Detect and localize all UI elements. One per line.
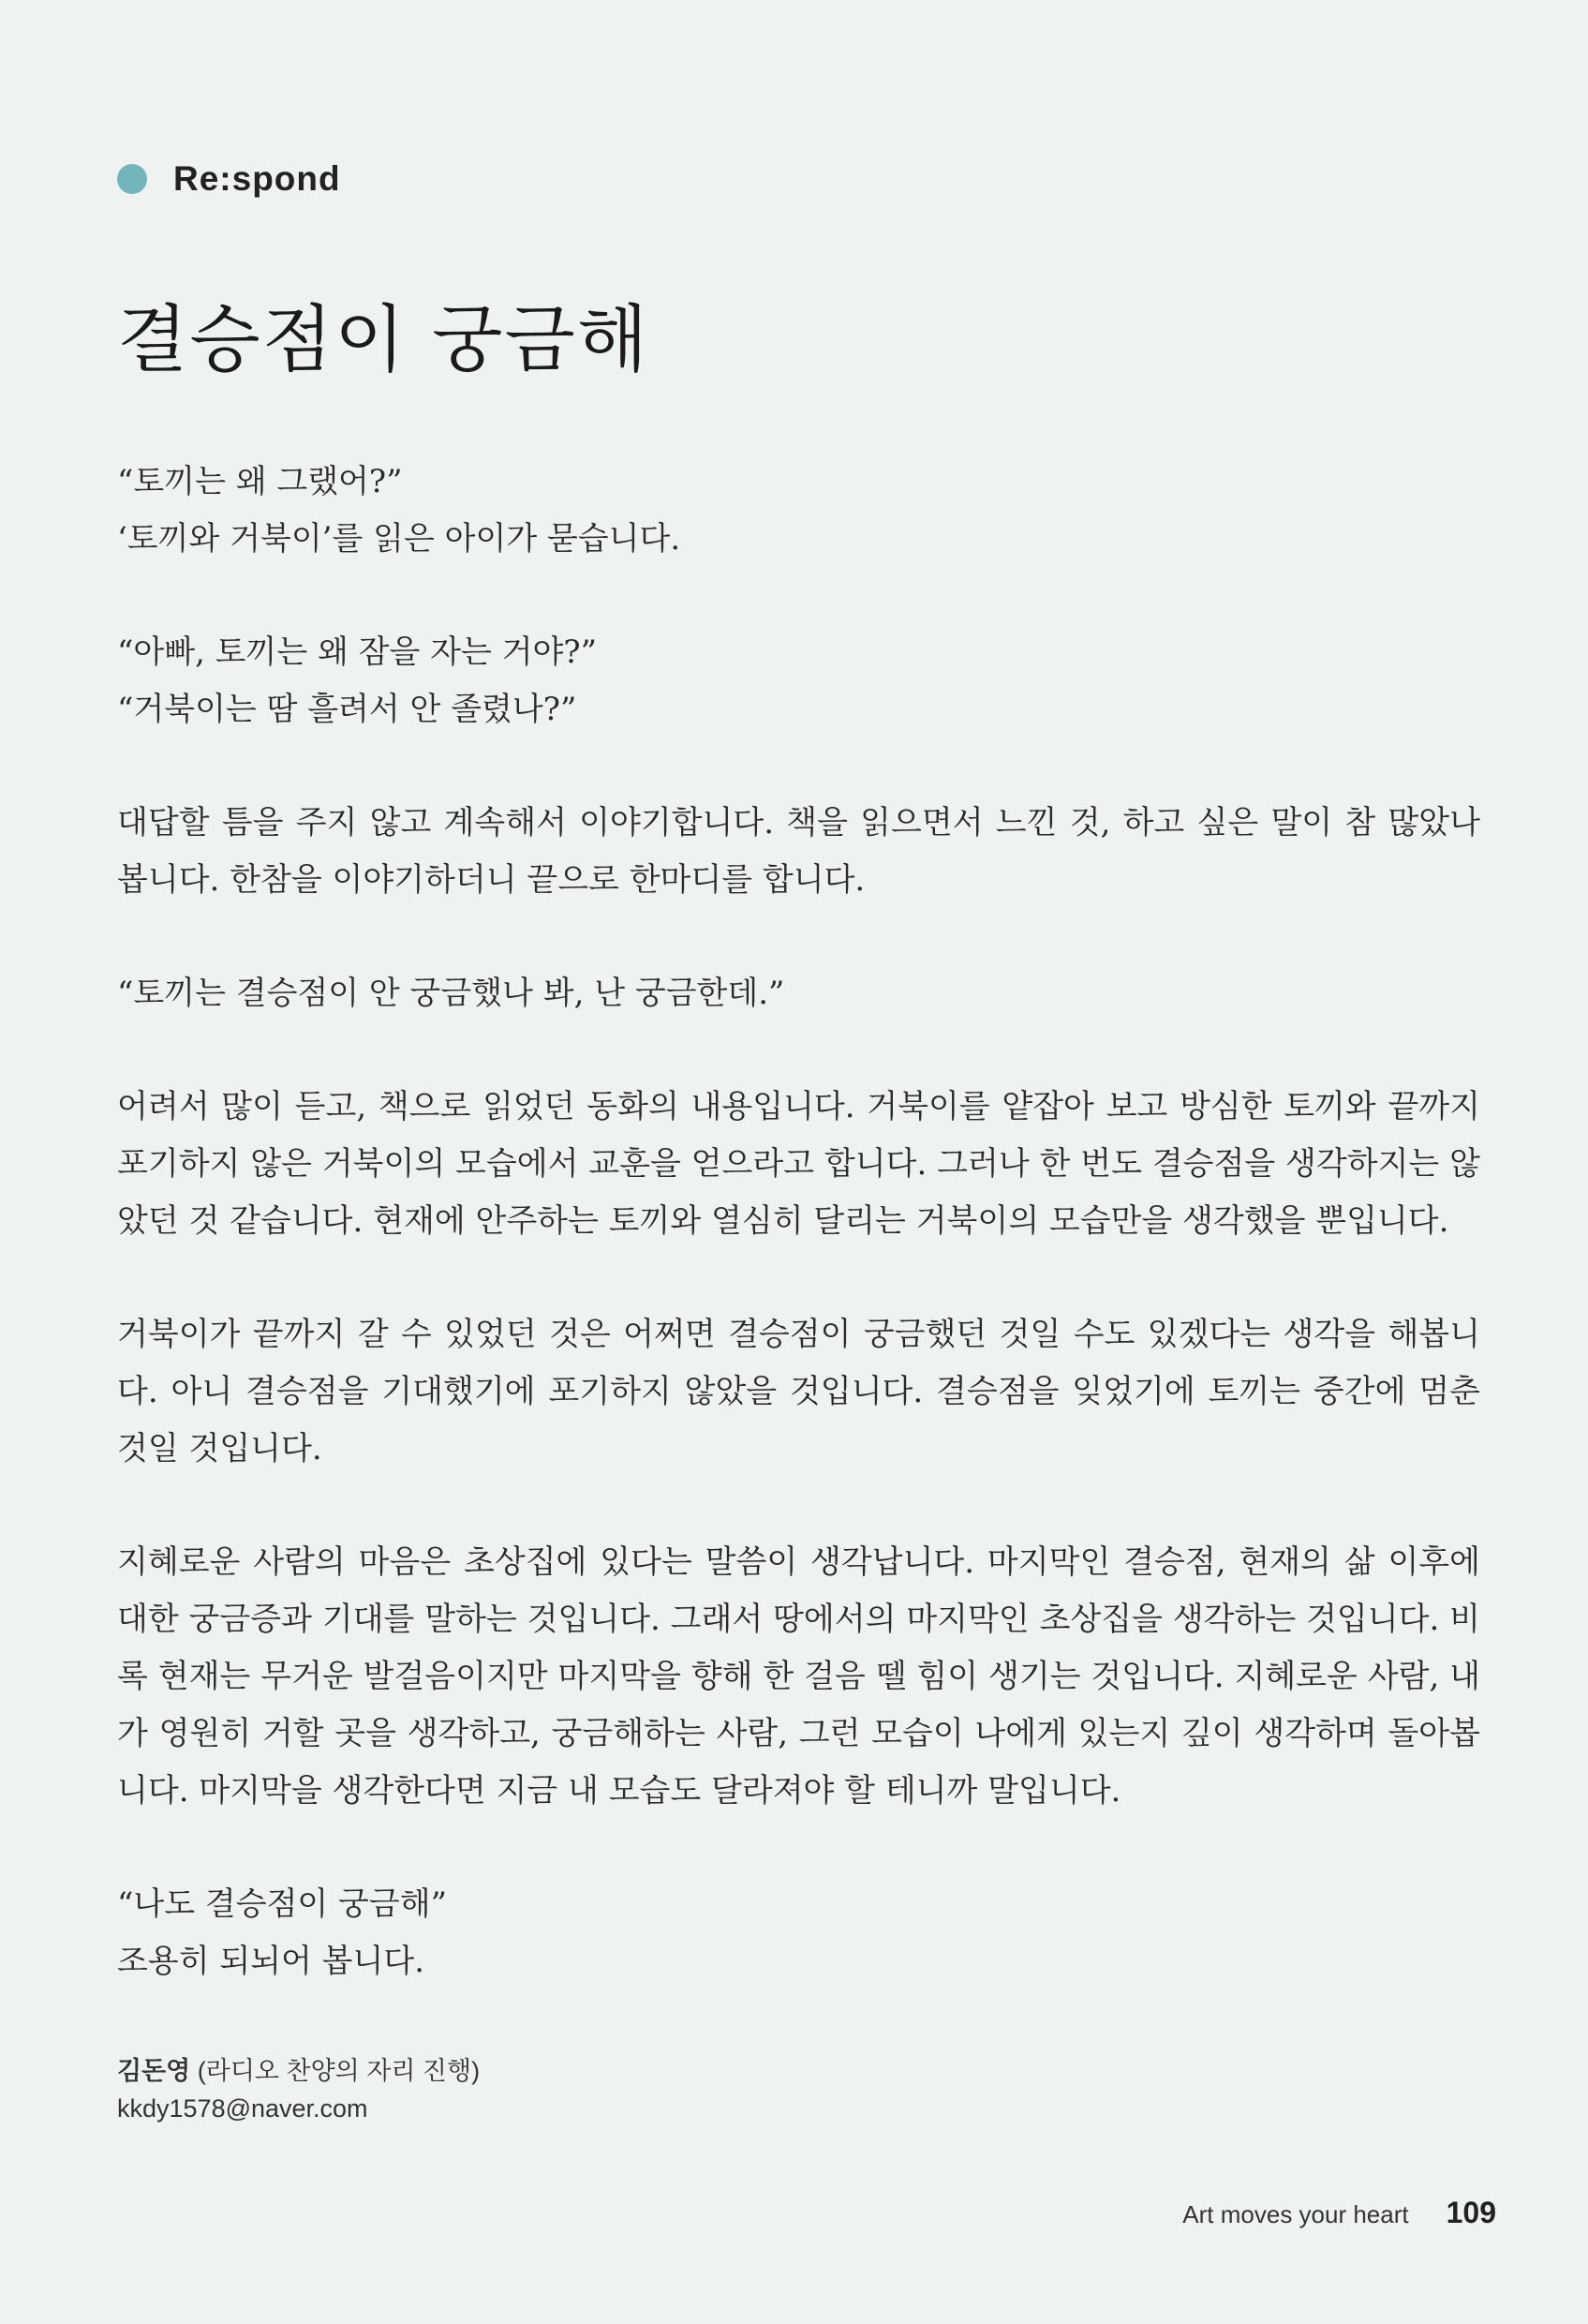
quote-line: “거북이는 땀 흘려서 안 졸렸나?” bbox=[117, 691, 577, 728]
quote-line: “아빠, 토끼는 왜 잠을 자는 거야?” bbox=[117, 633, 597, 671]
quote-line: “나도 결승점이 궁금해” bbox=[117, 1885, 447, 1923]
quote-line: “토끼는 왜 그랬어?” bbox=[117, 463, 403, 500]
author-role: (라디오 찬양의 자리 진행) bbox=[197, 2057, 481, 2085]
paragraph-1 bbox=[117, 454, 1480, 568]
paragraph-6: 거북이가 끝까지 갈 수 있었던 것은 어쩌면 결승점이 궁금했던 것일 수도 있겠다는 생각을 해봅니다. 아니 결승점을 기대했기에 포기하지 않았을 것입니다. 결승점을 잊었기에 토끼는 중간에 멈춘 것일 것입니다. bbox=[117, 1316, 1480, 1467]
page-number: 109 bbox=[1446, 2196, 1496, 2229]
paragraph-3: 대답할 틈을 주지 않고 계속해서 이야기합니다. 책을 읽으면서 느낀 것, 하고 싶은 말이 참 많았나 봅니다. 한참을 이야기하더니 끝으로 한마디를 합니다. bbox=[117, 804, 1480, 899]
article-body bbox=[117, 454, 1480, 1990]
article-title: 결승점이 궁금해 bbox=[117, 298, 650, 382]
footer-tagline: Art moves your heart bbox=[1182, 2200, 1409, 2228]
text-line: ‘토끼와 거북이’를 읽은 아이가 묻습니다. bbox=[117, 520, 681, 558]
author-info bbox=[117, 2052, 480, 2127]
page-footer bbox=[1182, 2196, 1496, 2230]
paragraph-4: “토끼는 결승점이 안 궁금했나 봐, 난 궁금한데.” bbox=[117, 975, 785, 1012]
paragraph-5: 어려서 많이 듣고, 책으로 읽었던 동화의 내용입니다. 거북이를 얕잡아 보고 방심한 토끼와 끝까지 포기하지 않은 거북이의 모습에서 교훈을 얻으라고 합니다. 그러나 한 번도 결승점을 생각하지는 않았던 것 같습니다. 현재에 안주하는 토끼와 열심히 달리는 거북이의 모습만을 생각했을 뿐입니다. bbox=[117, 1088, 1480, 1240]
section-tag bbox=[117, 159, 341, 199]
section-label: Re:spond bbox=[173, 159, 341, 198]
paragraph-2 bbox=[117, 624, 1480, 738]
paragraph-7: 지혜로운 사람의 마음은 초상집에 있다는 말씀이 생각납니다. 마지막인 결승점, 현재의 삶 이후에 대한 궁금증과 기대를 말하는 것입니다. 그래서 땅에서의 마지막인 초상집을 생각하는 것입니다. 비록 현재는 무거운 발걸음이지만 마지막을 향해 한 걸음 뗄 힘이 생기는 것입니다. 지혜로운 사람, 내가 영원히 거할 곳을 생각하고, 궁금해하는 사람, 그런 모습이 나에게 있는지 깊이 생각하며 돌아봅니다. 마지막을 생각한다면 지금 내 모습도 달라져야 할 테니까 말입니다. bbox=[117, 1543, 1480, 1810]
text-line: 조용히 되뇌어 봅니다. bbox=[117, 1943, 425, 1980]
author-name: 김돈영 bbox=[117, 2057, 191, 2085]
author-email: kkdy1578@naver.com bbox=[117, 2094, 368, 2123]
section-dot-icon bbox=[117, 164, 147, 194]
paragraph-8 bbox=[117, 1876, 1480, 1990]
